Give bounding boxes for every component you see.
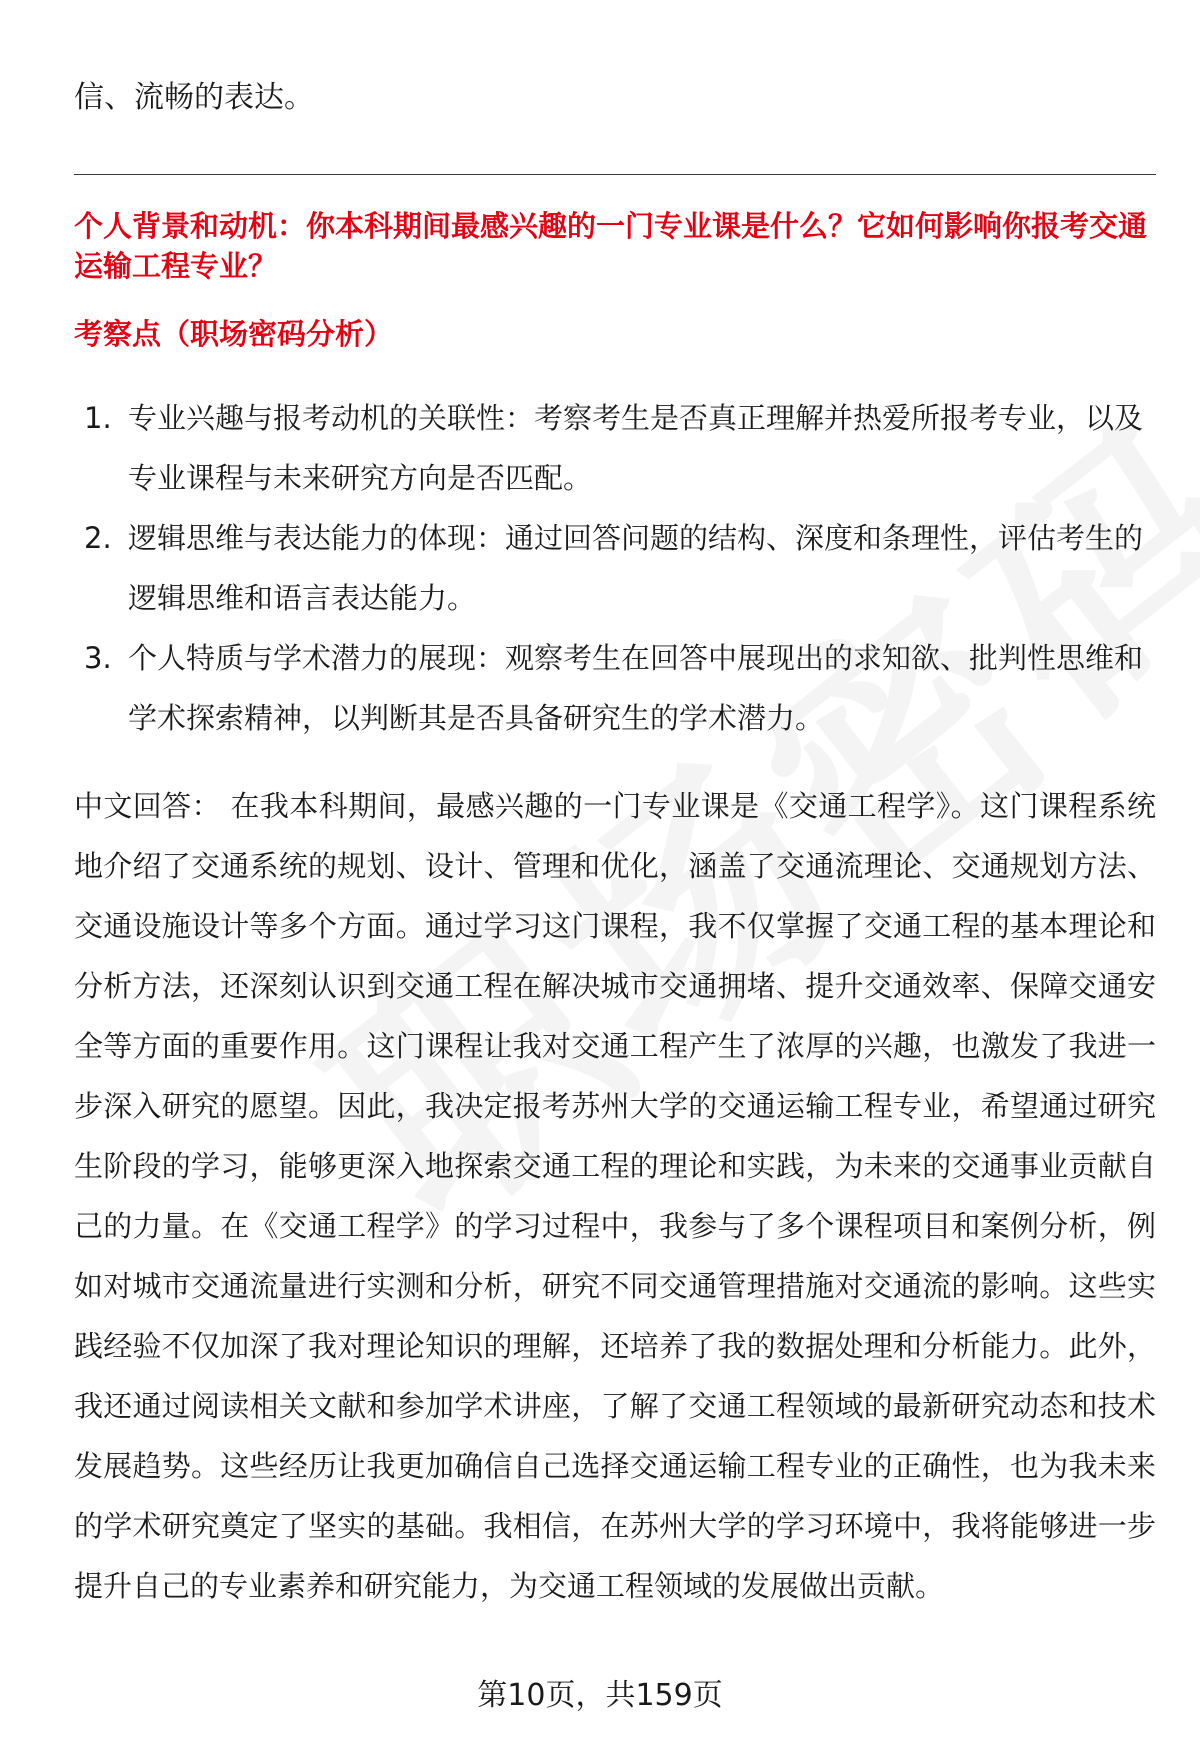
- list-item-number: 3.: [84, 641, 112, 675]
- list-item-text: 专业兴趣与报考动机的关联性：考察考生是否真正理解并热爱所报考专业，以及专业课程与未来研究方向是否匹配。: [128, 401, 1144, 495]
- answer-paragraph: 中文回答： 在我本科期间，最感兴趣的一门专业课是《交通工程学》。这门课程系统地介绍了交通系统的规划、设计、管理和优化，涵盖了交通流理论、交通规划方法、交通设施设计等多个方面。通过学习这门课程，我不仅掌握了交通工程的基本理论和分析方法，还深刻认识到交通工程在解决城市交通拥堵、提升交通效率、保障交通安全等方面的重要作用。这门课程让我对交通工程产生了浓厚的兴趣，也激发了我进一步深入研究的愿望。因此，我决定报考苏州大学的交通运输工程专业，希望通过研究生阶段的学习，能够更深入地探索交通工程的理论和实践，为未来的交通事业贡献自己的力量。在《交通工程学》的学习过程中，我参与了多个课程项目和案例分析，例如对城市交通流量进行实测和分析，研究不同交通管理措施对交通流的影响。这些实践经验不仅加深了我对理论知识的理解，还培养了我的数据处理和分析能力。此外，我还通过阅读相关文献和参加学术讲座，了解了交通工程领域的最新研究动态和技术发展趋势。这些经历让我更加确信自己选择交通运输工程专业的正确性，也为我未来的学术研究奠定了坚实的基础。我相信，在苏州大学的学习环境中，我将能够进一步提升自己的专业素养和研究能力，为交通工程领域的发展做出贡献。: [74, 789, 1156, 1603]
- list-item-number: 2.: [84, 521, 112, 555]
- assessment-points-list: [74, 388, 1156, 748]
- list-item: [74, 388, 1156, 508]
- list-item-number: 1.: [84, 401, 112, 435]
- page-number: 第10页，共159页: [477, 1678, 723, 1713]
- list-item: [74, 508, 1156, 628]
- list-item-text: 逻辑思维与表达能力的体现：通过回答问题的结构、深度和条理性，评估考生的逻辑思维和语言表达能力。: [128, 521, 1144, 615]
- list-item-text: 个人特质与学术潜力的展现：观察考生在回答中展现出的求知欲、批判性思维和学术探索精神，以判断其是否具备研究生的学术潜力。: [128, 641, 1144, 735]
- section-title: 考察点（职场密码分析）: [74, 317, 394, 351]
- intro-tail-text: 信、流畅的表达。: [74, 80, 314, 115]
- section-divider: [74, 174, 1156, 175]
- list-item: [74, 628, 1156, 748]
- question-heading: 个人背景和动机：你本科期间最感兴趣的一门专业课是什么？它如何影响你报考交通运输工程专业？: [74, 209, 1148, 283]
